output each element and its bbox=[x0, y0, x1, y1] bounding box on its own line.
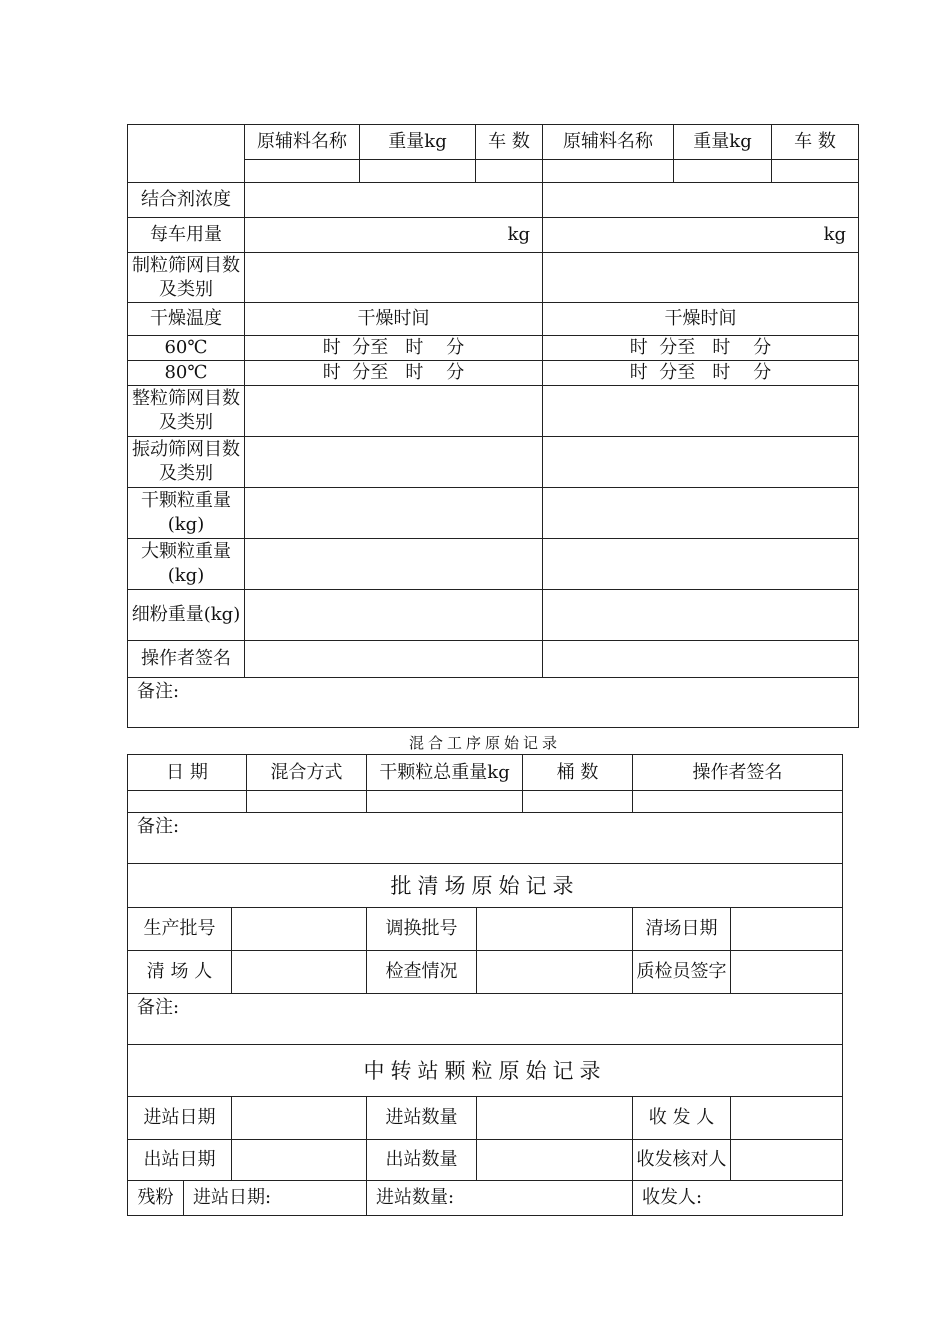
inspection-label: 检查情况 bbox=[367, 951, 477, 994]
in-date-input[interactable] bbox=[232, 1097, 367, 1140]
handler-input[interactable] bbox=[731, 1097, 843, 1140]
mixing-record-caption: 混合工序原始记录 bbox=[408, 734, 561, 752]
per-batch-usage-label: 每车用量 bbox=[128, 218, 245, 253]
time-range-80-2[interactable]: 时 分至 时 分 bbox=[543, 361, 859, 386]
col-header-mix-method: 混合方式 bbox=[247, 755, 367, 791]
binder-concentration-label: 结合剂浓度 bbox=[128, 183, 245, 218]
col-header-material: 原辅料名称 bbox=[245, 125, 360, 160]
col-header-batches: 车 数 bbox=[476, 125, 543, 160]
per-batch-usage-input[interactable]: kg bbox=[245, 218, 543, 253]
time-range-80[interactable]: 时 分至 时 分 bbox=[245, 361, 543, 386]
operator-signature-input[interactable] bbox=[245, 641, 543, 678]
clearance-date-label: 清场日期 bbox=[633, 908, 731, 951]
residue-label: 残粉 bbox=[128, 1181, 184, 1216]
mix-total-weight-input[interactable] bbox=[367, 791, 523, 813]
batch-number-label: 生产批号 bbox=[128, 908, 232, 951]
granulation-mesh-input-2[interactable] bbox=[543, 253, 859, 303]
col-header-drums: 桶 数 bbox=[523, 755, 633, 791]
operator-signature-input-2[interactable] bbox=[543, 641, 859, 678]
qc-signature-input[interactable] bbox=[731, 951, 843, 994]
clearer-input[interactable] bbox=[232, 951, 367, 994]
granulation-record-table bbox=[127, 124, 859, 728]
corner-cell bbox=[128, 125, 245, 183]
batches-input-2[interactable] bbox=[772, 160, 859, 183]
handler-label: 收 发 人 bbox=[633, 1097, 731, 1140]
col-header-date: 日 期 bbox=[128, 755, 247, 791]
per-batch-usage-input-2[interactable]: kg bbox=[543, 218, 859, 253]
granulation-mesh-label: 制粒筛网目数及类别 bbox=[128, 253, 245, 303]
inspection-input[interactable] bbox=[477, 951, 633, 994]
col-header-total-weight: 干颗粒总重量kg bbox=[367, 755, 523, 791]
col-header-operator: 操作者签名 bbox=[633, 755, 843, 791]
col-header-weight: 重量kg bbox=[360, 125, 476, 160]
residue-in-date-field[interactable]: 进站日期: bbox=[184, 1181, 367, 1216]
drying-time-header-2: 干燥时间 bbox=[543, 303, 859, 336]
mix-remarks-field[interactable]: 备注: bbox=[128, 813, 843, 864]
vibration-mesh-input[interactable] bbox=[245, 437, 543, 488]
dry-granule-weight-input-2[interactable] bbox=[543, 488, 859, 539]
drying-temperature-label: 干燥温度 bbox=[128, 303, 245, 336]
in-quantity-input[interactable] bbox=[477, 1097, 633, 1140]
sizing-mesh-input-2[interactable] bbox=[543, 386, 859, 437]
fine-powder-weight-input[interactable] bbox=[245, 590, 543, 641]
out-date-input[interactable] bbox=[232, 1140, 367, 1181]
residue-handler-field[interactable]: 收发人: bbox=[633, 1181, 843, 1216]
checker-input[interactable] bbox=[731, 1140, 843, 1181]
material-input[interactable] bbox=[245, 160, 360, 183]
large-granule-weight-input[interactable] bbox=[245, 539, 543, 590]
batch-number-input[interactable] bbox=[232, 908, 367, 951]
time-range-60[interactable]: 时 分至 时 分 bbox=[245, 336, 543, 361]
weight-input-2[interactable] bbox=[674, 160, 772, 183]
weight-input[interactable] bbox=[360, 160, 476, 183]
batches-input[interactable] bbox=[476, 160, 543, 183]
clearance-date-input[interactable] bbox=[731, 908, 843, 951]
dry-granule-weight-label: 干颗粒重量(kg) bbox=[128, 488, 245, 539]
binder-concentration-input[interactable] bbox=[245, 183, 543, 218]
large-granule-weight-label: 大颗粒重量(kg) bbox=[128, 539, 245, 590]
vibration-mesh-label: 振动筛网目数及类别 bbox=[128, 437, 245, 488]
out-quantity-input[interactable] bbox=[477, 1140, 633, 1181]
in-quantity-label: 进站数量 bbox=[367, 1097, 477, 1140]
sizing-mesh-input[interactable] bbox=[245, 386, 543, 437]
clearer-label: 清 场 人 bbox=[128, 951, 232, 994]
large-granule-weight-input-2[interactable] bbox=[543, 539, 859, 590]
vibration-mesh-input-2[interactable] bbox=[543, 437, 859, 488]
in-date-label: 进站日期 bbox=[128, 1097, 232, 1140]
fine-powder-weight-label: 细粉重量(kg) bbox=[128, 590, 245, 641]
mix-drums-input[interactable] bbox=[523, 791, 633, 813]
temp-80-label: 80℃ bbox=[128, 361, 245, 386]
col-header-batches-2: 车 数 bbox=[772, 125, 859, 160]
qc-signature-label: 质检员签字 bbox=[633, 951, 731, 994]
mixing-and-transit-table bbox=[127, 754, 843, 1216]
material-input-2[interactable] bbox=[543, 160, 674, 183]
col-header-material-2: 原辅料名称 bbox=[543, 125, 674, 160]
replacement-batch-input[interactable] bbox=[477, 908, 633, 951]
granulation-mesh-input[interactable] bbox=[245, 253, 543, 303]
checker-label: 收发核对人 bbox=[633, 1140, 731, 1181]
mix-operator-input[interactable] bbox=[633, 791, 843, 813]
dry-granule-weight-input[interactable] bbox=[245, 488, 543, 539]
residue-in-quantity-field[interactable]: 进站数量: bbox=[367, 1181, 633, 1216]
out-quantity-label: 出站数量 bbox=[367, 1140, 477, 1181]
transit-record-title: 中转站颗粒原始记录 bbox=[128, 1045, 843, 1097]
mix-method-input[interactable] bbox=[247, 791, 367, 813]
operator-signature-label: 操作者签名 bbox=[128, 641, 245, 678]
binder-concentration-input-2[interactable] bbox=[543, 183, 859, 218]
drying-time-header: 干燥时间 bbox=[245, 303, 543, 336]
time-range-60-2[interactable]: 时 分至 时 分 bbox=[543, 336, 859, 361]
clearance-remarks-field[interactable]: 备注: bbox=[128, 994, 843, 1045]
remarks-field[interactable]: 备注: bbox=[128, 678, 859, 728]
clearance-record-title: 批清场原始记录 bbox=[128, 864, 843, 908]
out-date-label: 出站日期 bbox=[128, 1140, 232, 1181]
temp-60-label: 60℃ bbox=[128, 336, 245, 361]
replacement-batch-label: 调换批号 bbox=[367, 908, 477, 951]
fine-powder-weight-input-2[interactable] bbox=[543, 590, 859, 641]
sizing-mesh-label: 整粒筛网目数及类别 bbox=[128, 386, 245, 437]
mix-date-input[interactable] bbox=[128, 791, 247, 813]
col-header-weight-2: 重量kg bbox=[674, 125, 772, 160]
